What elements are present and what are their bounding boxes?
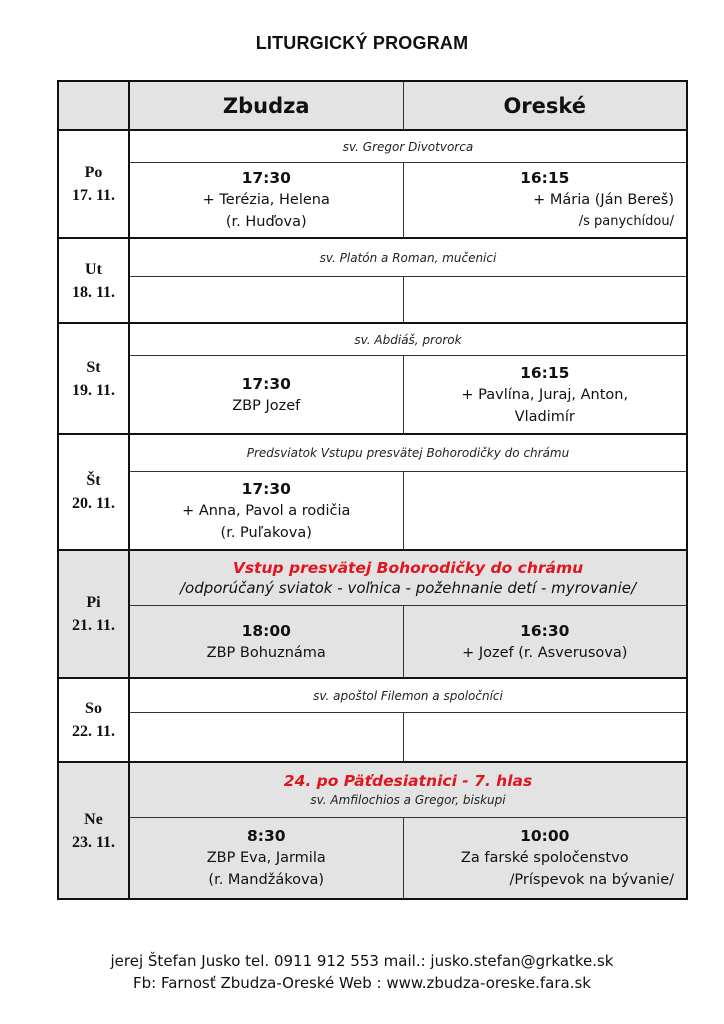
day-feast-row [58, 323, 687, 356]
day-mass-row [58, 472, 687, 551]
contact-line: jerej Štefan Jusko tel. 0911 912 553 mail.: jusko.stefan@grkatke.sk [110, 952, 614, 970]
day-feast-row [58, 434, 687, 472]
header-day-cell [58, 81, 129, 130]
mass-time: 16:15 [520, 169, 570, 187]
feast-note: sv. Amfilochios a Gregor, biskupi [310, 793, 506, 807]
day-date: 20. 11. [71, 495, 116, 512]
mass-intention: Vladimír [514, 408, 575, 425]
feast-highlight: Vstup presvätej Bohorodičky do chrámu [232, 559, 584, 577]
feast-cell: sv. Platón a Roman, mučenici [129, 238, 687, 277]
day-feast-row [58, 762, 687, 818]
day-date: 23. 11. [71, 833, 116, 851]
mass-intention: ZBP Bohuznáma [206, 644, 326, 661]
day-name: Pi [86, 594, 101, 611]
contact-footer [0, 950, 724, 994]
day-feast-row [58, 238, 687, 277]
mass-intention: + Terézia, Helena [202, 192, 330, 208]
day-mass-row [58, 356, 687, 435]
day-date: 19. 11. [71, 381, 116, 399]
day-feast-row [58, 130, 687, 163]
day-name: Ut [85, 260, 102, 278]
zbudza-cell [129, 713, 403, 763]
oreske-cell [403, 713, 687, 763]
header-oreske: Oreské [403, 81, 687, 130]
mass-intention: (r. Huďova) [225, 214, 307, 230]
day-cell [58, 238, 129, 323]
day-mass-row [58, 277, 687, 324]
feast-cell: Predsviatok Vstupu presvätej Bohorodičky do chrámu [129, 434, 687, 472]
mass-intention: + Mária (Ján Bereš) [533, 192, 674, 208]
day-name: Po [84, 164, 103, 181]
feast-cell: sv. Abdiáš, prorok [129, 323, 687, 356]
page-title: LITURGICKÝ PROGRAM [255, 33, 469, 53]
oreske-cell [403, 606, 687, 679]
web-line: Fb: Farnosť Zbudza-Oreské Web : www.zbudza-oreske.fara.sk [133, 974, 591, 992]
mass-time: 18:00 [241, 621, 291, 640]
oreske-cell [403, 472, 687, 551]
oreske-cell [403, 277, 687, 324]
mass-time: 10:00 [520, 827, 570, 845]
day-feast-row [58, 678, 687, 713]
mass-time: 16:15 [520, 363, 570, 382]
day-cell [58, 762, 129, 899]
day-cell [58, 550, 129, 678]
feast-cell: sv. apoštol Filemon a spoločníci [129, 678, 687, 713]
mass-note: /s panychídou/ [578, 214, 674, 229]
zbudza-cell [129, 163, 403, 239]
mass-intention: Za farské spoločenstvo [460, 850, 629, 866]
mass-time: 8:30 [246, 827, 286, 845]
header-zbudza: Zbudza [129, 81, 403, 130]
oreske-cell [403, 818, 687, 900]
mass-intention: + Anna, Pavol a rodičia [182, 502, 351, 519]
day-name: Št [86, 472, 101, 489]
mass-intention: + Jozef (r. Asverusova) [462, 644, 628, 661]
day-mass-row [58, 606, 687, 679]
mass-intention: (r. Puľakova) [220, 524, 312, 541]
day-date: 18. 11. [71, 283, 116, 301]
day-mass-row [58, 818, 687, 900]
oreske-cell [403, 356, 687, 435]
day-name: Ne [84, 810, 103, 828]
mass-time: 16:30 [520, 621, 570, 640]
schedule-table [57, 80, 688, 900]
day-name: So [85, 700, 102, 717]
day-name: St [86, 358, 101, 376]
day-cell [58, 678, 129, 762]
oreske-cell [403, 163, 687, 239]
mass-intention: (r. Mandžákova) [208, 872, 325, 888]
zbudza-cell [129, 606, 403, 679]
day-cell [58, 434, 129, 550]
zbudza-cell [129, 356, 403, 435]
feast-note: /odporúčaný sviatok - voľnica - požehnanie detí - myrovanie/ [179, 579, 637, 597]
day-cell [58, 323, 129, 434]
zbudza-cell [129, 818, 403, 900]
feast-cell [129, 550, 687, 606]
mass-note: /Príspevok na bývanie/ [509, 872, 674, 888]
day-mass-row [58, 713, 687, 763]
mass-intention: ZBP Jozef [232, 397, 301, 414]
mass-time: 17:30 [241, 479, 291, 498]
day-feast-row [58, 550, 687, 606]
mass-intention: ZBP Eva, Jarmila [206, 850, 326, 866]
feast-highlight: 24. po Päťdesiatnici - 7. hlas [283, 772, 533, 790]
mass-time: 17:30 [241, 374, 291, 393]
feast-cell [129, 762, 687, 818]
mass-intention: + Pavlína, Juraj, Anton, [461, 386, 629, 403]
day-mass-row [58, 163, 687, 239]
table-header-row [58, 81, 687, 130]
day-cell [58, 130, 129, 238]
day-date: 22. 11. [71, 723, 116, 740]
zbudza-cell [129, 472, 403, 551]
zbudza-cell [129, 277, 403, 324]
day-date: 21. 11. [71, 617, 116, 634]
feast-cell: sv. Gregor Divotvorca [129, 130, 687, 163]
mass-time: 17:30 [241, 169, 291, 187]
day-date: 17. 11. [71, 187, 116, 204]
